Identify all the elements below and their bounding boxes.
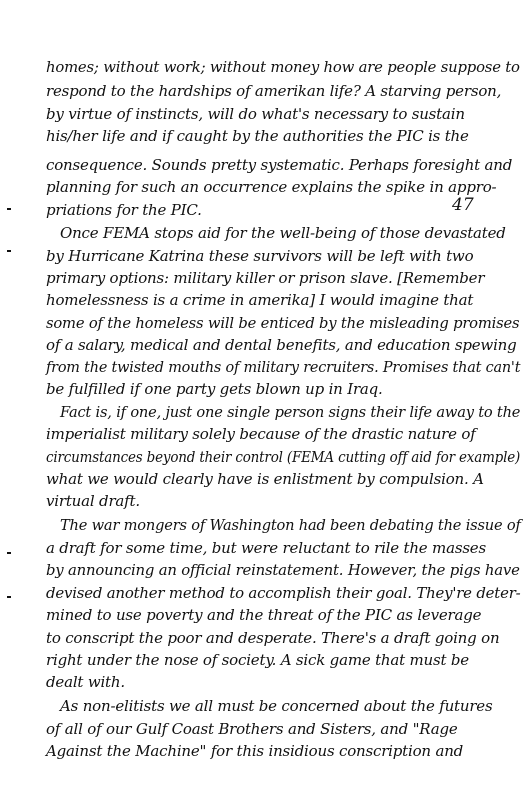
text-line-17: imperialist military solely because of the drastic nature of: [46, 425, 476, 443]
text-line-25: mined to use poverty and the threat of the PIC as leverage: [46, 606, 482, 624]
text-line-7: priations for the PIC.: [46, 201, 202, 219]
text-line-21: The war mongers of Washington had been debating the issue of: [60, 516, 521, 534]
text-line-22: a draft for some time, but were reluctant to rile the masses: [46, 539, 486, 557]
text-line-27: right under the nose of society. A sick game that must be: [46, 651, 469, 669]
text-line-23: by announcing an official reinstatement. However, the pigs have: [46, 561, 520, 579]
text-line-8: Once FEMA stops aid for the well-being of those devastated: [60, 224, 506, 242]
text-line-18: circumstances beyond their control (FEMA cutting off aid for example): [46, 448, 521, 466]
text-line-9: by Hurricane Katrina these survivors will be left with two: [46, 247, 474, 265]
text-line-3: by virtue of instincts, will do what's necessary to sustain: [46, 105, 465, 123]
text-line-6: planning for such an occurrence explains the spike in appro-: [46, 178, 497, 196]
text-line-2: respond to the hardships of amerikan life? A starving person,: [46, 82, 502, 100]
margin-mark: [7, 208, 11, 210]
text-line-28: dealt with.: [46, 673, 125, 691]
text-line-10: primary options: military killer or prison slave. [Remember: [46, 269, 485, 287]
text-line-20: virtual draft.: [46, 492, 140, 510]
text-line-5: consequence. Sounds pretty systematic. Perhaps foresight and: [46, 156, 513, 174]
page-number: 47: [452, 195, 474, 215]
text-line-29: As non-elitists we all must be concerned about the futures: [60, 697, 493, 715]
text-line-16: Fact is, if one, just one single person signs their life away to the: [60, 403, 521, 421]
margin-mark: [7, 552, 11, 554]
text-line-15: be fulfilled if one party gets blown up in Iraq.: [46, 380, 383, 398]
text-line-1: homes; without work; without money how are people suppose to: [46, 58, 520, 76]
margin-mark: [7, 596, 11, 598]
text-line-14: from the twisted mouths of military recruiters. Promises that can't: [46, 358, 521, 376]
text-line-19: what we would clearly have is enlistment by compulsion. A: [46, 470, 484, 488]
text-line-26: to conscript the poor and desperate. There's a draft going on: [46, 629, 500, 647]
text-line-11: homelessness is a crime in amerika] I would imagine that: [46, 291, 474, 309]
text-line-12: some of the homeless will be enticed by the misleading promises: [46, 314, 520, 332]
margin-mark: [7, 250, 11, 252]
text-line-4: his/her life and if caught by the authorities the PIC is the: [46, 127, 469, 145]
text-line-13: of a salary, medical and dental benefits, and education spewing: [46, 336, 517, 354]
text-line-24: devised another method to accomplish their goal. They're deter-: [46, 584, 521, 602]
text-line-31: Against the Machine" for this insidious conscription and: [46, 742, 464, 760]
text-line-30: of all of our Gulf Coast Brothers and Sisters, and "Rage: [46, 720, 458, 738]
